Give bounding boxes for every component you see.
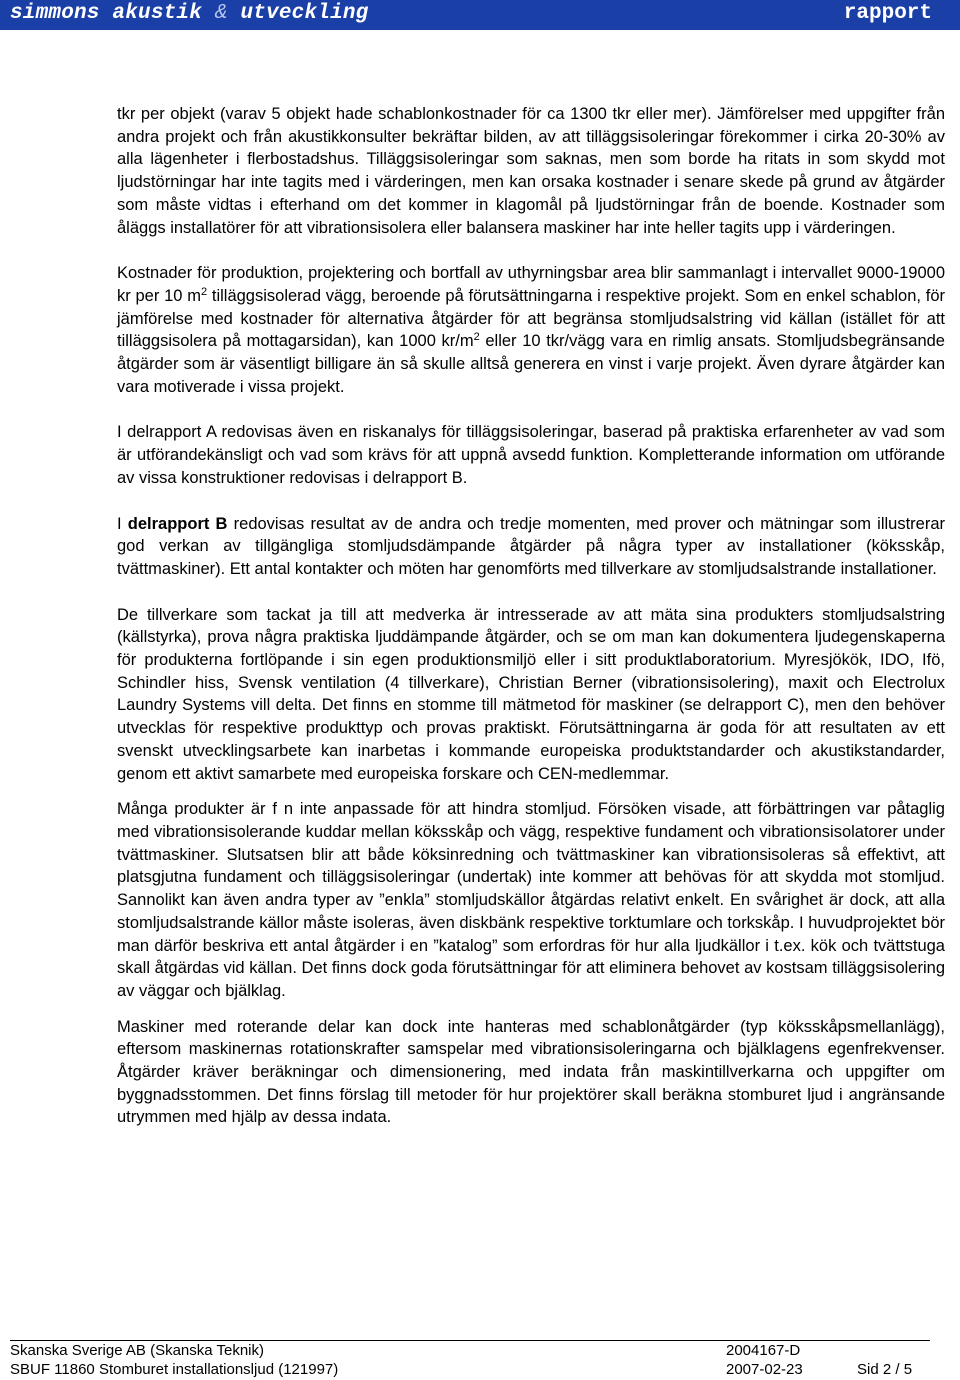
- paragraph-4-part-b: redovisas resultat av de andra och tredje momenten, med prover och mätningar som illustrerar god verkan av tillgängliga stomljudsdämpande åtgärder på några typer av installationer (köksskåp, tvättmaskiner). Ett antal kontakter och möten har genomförts med tillverkare av stomljudsalstrande installationer.: [117, 514, 945, 578]
- delrapport-b-emphasis: delrapport B: [127, 514, 228, 533]
- paragraph-2-part-a: Kostnader för produktion, projektering och bortfall av uthyrningsbar area blir sammanlagt i intervallet 9000-19000 kr per 10 m: [117, 264, 945, 305]
- footer-divider: [10, 1340, 930, 1341]
- report-header-bar: [0, 0, 960, 30]
- brand-ampersand: &: [214, 2, 228, 25]
- paragraph-2: [117, 262, 945, 398]
- footer-project: SBUF 11860 Stomburet installationsljud (121997): [10, 1361, 339, 1378]
- document-type-label: rapport: [843, 2, 932, 25]
- footer-company: Skanska Sverige AB (Skanska Teknik): [10, 1342, 265, 1359]
- superscript-2: 2: [200, 285, 208, 298]
- paragraph-4-part-a: I: [117, 514, 128, 533]
- paragraph-3: I delrapport A redovisas även en riskanalys för tilläggsisoleringar, baserad på praktiska erfarenheter av vad som är utförandekänsligt och vad som krävs för att uppnå avsedd funktion. Kompletterande information om utförande av vissa konstruktioner redovisas i delrapport B.: [117, 423, 945, 487]
- paragraph-5: De tillverkare som tackat ja till att medverka är intresserade av att mäta sina produkters stomljudsalstring (källstyrka), prova några praktiska ljuddämpande åtgärder, och se om man kan dokumentera ljudegenskaperna för produkterna fortlöpande i sin egen produktionsmiljö eller i sitt produktlaboratorium. Myresjökök, IDO, Ifö, Schindler hiss, Svensk ventilation (4 tillverkare), Christian Berner (vibrationsisolering), maxit och Electrolux Laundry Systems vill delta. Det finns en stomme till mätmetod för maskiner (se delrapport C), men den behöver utvecklas för respektive produkttyp och provas praktiskt. Förutsättningarna är goda för att resultaten av ett svenskt utvecklingsarbete kan inarbetas i kommande europeiska produktstandarder och akustikstandarder, genom ett aktivt samarbete med europeiska forskare och CEN-medlemmar.: [117, 605, 945, 783]
- paragraph-2-part-c: eller 10 tkr/vägg vara en rimlig ansats. Stomljudsbegränsande åtgärder som är väsentligt billigare än så skulle alltså generera en vinst i varje projekt. Även dyrare åtgärder kan vara motiverade i vissa projekt.: [117, 332, 945, 396]
- footer-page-number: Sid 2 / 5: [857, 1361, 913, 1378]
- footer-doc-id: 2004167-D: [726, 1342, 801, 1359]
- paragraph-7: Maskiner med roterande delar kan dock inte hanteras med schablonåtgärder (typ köksskåpsmellanlägg), eftersom maskinernas rotationskrafter samspelar med vibrationsisoleringarna och bjälklagens egenfrekvenser. Åtgärder kräver beräkningar och dimensionering, med indata från maskintillverkarna och uppgifter om byggnadsstommen. Det finns förslag till metoder för hur projektörer skall beräkna stomburet ljud i angränsande utrymmen med hjälp av dessa indata.: [117, 1017, 945, 1127]
- paragraph-2-part-b: tilläggsisolerad vägg, beroende på förutsättningarna i respektive projekt. Som en enkel schablon, för jämförelse med kostnader för alternativa åtgärder för att begränsa stomljudsalstring vid källan (istället för att tilläggsisolera på mottagarsidan), kan 1000 kr/m: [117, 286, 945, 351]
- brand-name-part2: utveckling: [240, 2, 369, 25]
- company-brand: [10, 2, 369, 25]
- paragraph-6: Många produkter är f n inte anpassade för att hindra stomljud. Försöken visade, att förbättringen var påtaglig med vibrationsisolerande kuddar mellan köksskåp och vägg, respektive fundament och vibrationsisolatorer under tvättmaskiner. Slutsatsen blir att både köksinredning och tvättmaskiner kan vibrationsisoleras så effektivt, att platsgjutna fundament och tilläggsisoleringar (undertak) inte kommer att behövas för att skydda mot stomljud. Sannolikt kan även andra typer av ”enkla” stomljudskällor åtgärdas relativt enkelt. En svårighet är dock, att alla stomljudsalstrande källor måste isoleras, även diskbänk respektive torktumlare och torkskåp. I huvudprojektet bör man därför beskriva ett antal åtgärder i en ”katalog” som erfordras för hur alla ljudkällor i t.ex. kök och tvättstuga skall åtgärdas vid källan. Det finns dock goda förutsättningar för att eliminera behovet av kostsam tilläggsisolering av väggar och bjälklag.: [117, 800, 945, 1000]
- paragraph-1: tkr per objekt (varav 5 objekt hade schablonkostnader för ca 1300 tkr eller mer). Jämförelser med uppgifter från andra projekt och från akustikkonsulter bekräftar bilden, av att tilläggsisoleringar förekommer i cirka 20-30% av alla lägenheter i flerbostadshus. Tilläggsisoleringar som saknas, men som borde ha ritats in som skydd mot ljudstörningar har inte tagits med i värderingen, men kan orsaka kostnader i senare skede på grund av åtgärder som måste vidtas i efterhand om det kommer in klagomål på ljudstörningar från de boende. Kostnader som åläggs installatörer för att vibrationsisolera eller balansera maskiner har inte heller tagits upp i värderingen.: [117, 105, 945, 237]
- brand-name-part1: simmons akustik: [10, 2, 203, 25]
- footer-date: 2007-02-23: [726, 1361, 803, 1378]
- superscript-2: 2: [473, 331, 480, 344]
- report-body: [117, 103, 945, 1129]
- paragraph-4: [117, 513, 945, 581]
